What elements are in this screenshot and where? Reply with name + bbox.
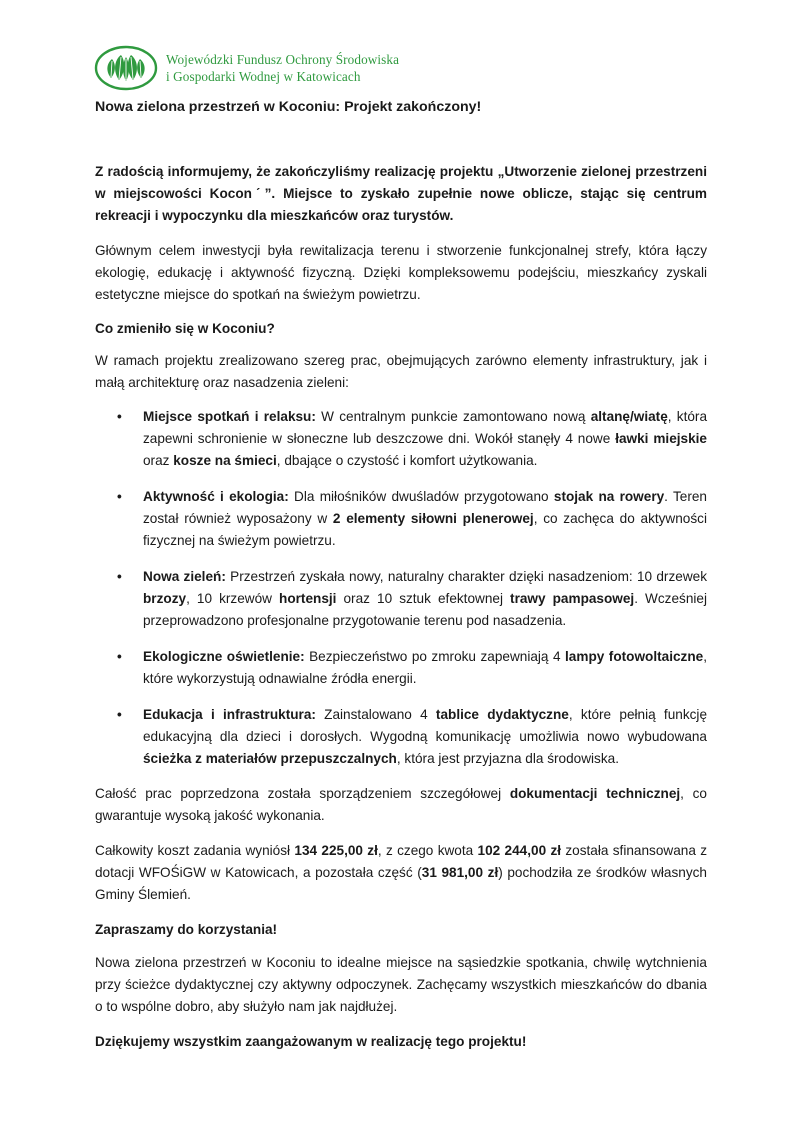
item-bold: altanę/wiatę bbox=[590, 409, 668, 424]
item-text: . Wcześniej przeprowadzono profesjonalne przygotowanie terenu pod nasadzenia. bbox=[143, 591, 708, 628]
list-item bbox=[95, 704, 707, 770]
own-funds-amount: 31 981,00 zł bbox=[421, 865, 499, 880]
summary-text: , co gwarantuje wysoką jakość wykonania. bbox=[95, 786, 707, 823]
item-bold: lampy fotowoltaiczne bbox=[565, 649, 704, 664]
item-text: , 10 krzewów bbox=[186, 591, 280, 606]
subsidy-amount: 102 244,00 zł bbox=[477, 843, 562, 858]
item-text: , które pełnią funkcję edukacyjną dla dzieci i dorosłych. Wygodną komunikację umożliwia nowo wybudowana bbox=[143, 707, 708, 744]
item-text: oraz bbox=[143, 453, 174, 468]
item-text: , dbające o czystość i komfort użytkowania. bbox=[276, 453, 538, 468]
item-bold: trawy pampasowej bbox=[510, 591, 635, 606]
summary-paragraph bbox=[95, 783, 707, 827]
item-bold: tablice dydaktyczne bbox=[435, 707, 569, 722]
list-item bbox=[95, 406, 707, 472]
item-heading: Ekologiczne oświetlenie: bbox=[143, 649, 305, 664]
intro-paragraph: Głównym celem inwestycji była rewitalizacja terenu i stworzenie funkcjonalnej strefy, która łączy ekologię, edukację i aktywność fizyczną. Dzięki kompleksowemu podejściu, mieszkańcy zyskali estetyczne miejsce do spotkań na świeżym powietrzu. bbox=[95, 243, 707, 302]
item-heading: Miejsce spotkań i relaksu: bbox=[143, 409, 316, 424]
invite-paragraph: Nowa zielona przestrzeń w Koconiu to idealne miejsce na sąsiedzkie spotkania, chwilę wytchnienia przy ścieżce dydaktycznej czy aktywny odpoczynek. Zachęcamy wszystkich mieszkańców do dbania o to wspólne dobro, aby służyło nam jak najdłużej. bbox=[95, 955, 707, 1014]
article-title: Nowa zielona przestrzeń w Koconiu: Projekt zakończony! bbox=[95, 99, 482, 115]
cost-text: została sfinansowana z dotacji WFOŚiGW w Katowicach, a pozostała część ( bbox=[95, 843, 708, 880]
summary-bold: dokumentacji technicznej bbox=[509, 786, 681, 801]
bullet: • bbox=[117, 409, 122, 424]
item-text: Bezpieczeństwo po zmroku zapewniają 4 bbox=[304, 649, 566, 664]
leaves-logo-icon bbox=[94, 44, 158, 92]
item-heading: Nowa zieleń: bbox=[143, 569, 226, 584]
summary-text: Całość prac poprzedzona została sporządzeniem szczegółowej bbox=[95, 786, 510, 801]
item-heading: Aktywność i ekologia: bbox=[143, 489, 289, 504]
item-bold: ścieżka z materiałów przepuszczalnych bbox=[143, 751, 397, 766]
item-text: oraz 10 sztuk efektownej bbox=[336, 591, 511, 606]
org-name-line1: Wojewódzki Fundusz Ochrony Środowiska bbox=[166, 52, 400, 67]
total-cost: 134 225,00 zł bbox=[294, 843, 378, 858]
cost-paragraph bbox=[95, 840, 707, 906]
item-heading: Edukacja i infrastruktura: bbox=[143, 707, 316, 722]
org-name bbox=[166, 51, 399, 85]
item-text: , która jest przyjazna dla środowiska. bbox=[396, 751, 619, 766]
item-bold: 2 elementy siłowni plenerowej bbox=[332, 511, 534, 526]
item-text: Przestrzeń zyskała nowy, naturalny charakter dzięki nasadzeniom: 10 drzewek bbox=[225, 569, 707, 584]
item-text: , co zachęca do aktywności fizycznej na świeżym powietrzu. bbox=[143, 511, 707, 548]
cost-text: Całkowity koszt zadania wyniósł bbox=[95, 843, 295, 858]
item-text: , która zapewni schronienie w słoneczne lub deszczowe dni. Wokół stanęły 4 nowe bbox=[143, 409, 708, 446]
article bbox=[95, 97, 707, 1053]
item-text: Dla miłośników dwuśladów przygotowano bbox=[288, 489, 554, 504]
features-list bbox=[95, 406, 707, 770]
item-bold: kosze na śmieci bbox=[173, 453, 277, 468]
list-item bbox=[95, 486, 707, 552]
section-intro: W ramach projektu zrealizowano szereg prac, obejmujących zarówno elementy infrastruktury, jak i małą architekturę oraz nasadzenia zieleni: bbox=[95, 353, 707, 390]
thanks-line: Dziękujemy wszystkim zaangażowanym w realizację tego projektu! bbox=[95, 1034, 527, 1049]
item-text: . Teren został również wyposażony w bbox=[143, 489, 707, 526]
bullet: • bbox=[117, 707, 122, 722]
cost-text: , z czego kwota bbox=[377, 843, 478, 858]
org-logo bbox=[94, 44, 399, 92]
list-item bbox=[95, 646, 707, 690]
item-text: , które wykorzystują odnawialne źródła energii. bbox=[143, 649, 707, 686]
list-item bbox=[95, 566, 707, 632]
item-bold: ławki miejskie bbox=[615, 431, 707, 446]
org-name-line2: i Gospodarki Wodnej w Katowicach bbox=[166, 69, 361, 84]
item-bold: hortensji bbox=[279, 591, 337, 606]
bullet: • bbox=[117, 489, 122, 504]
cost-text: ) pochodziła ze środków własnych Gminy Ślemień. bbox=[95, 865, 707, 902]
section-heading: Co zmieniło się w Koconiu? bbox=[95, 321, 275, 336]
item-bold: brzozy bbox=[143, 591, 187, 606]
item-text: W centralnym punkcie zamontowano nową bbox=[315, 409, 591, 424]
bullet: • bbox=[117, 649, 122, 664]
item-text: Zainstalowano 4 bbox=[315, 707, 436, 722]
item-bold: stojak na rowery bbox=[553, 489, 665, 504]
bullet: • bbox=[117, 569, 122, 584]
invite-heading: Zapraszamy do korzystania! bbox=[95, 922, 278, 937]
lead-paragraph: Z radością informujemy, że zakończyliśmy realizację projektu „Utworzenie zielonej przestrzeni w miejscowości Koconˊ”. Miejsce to zyskało zupełnie nowe oblicze, stając się centrum rekreacji i wypoczynku dla mieszkańców oraz turystów. bbox=[95, 164, 707, 223]
